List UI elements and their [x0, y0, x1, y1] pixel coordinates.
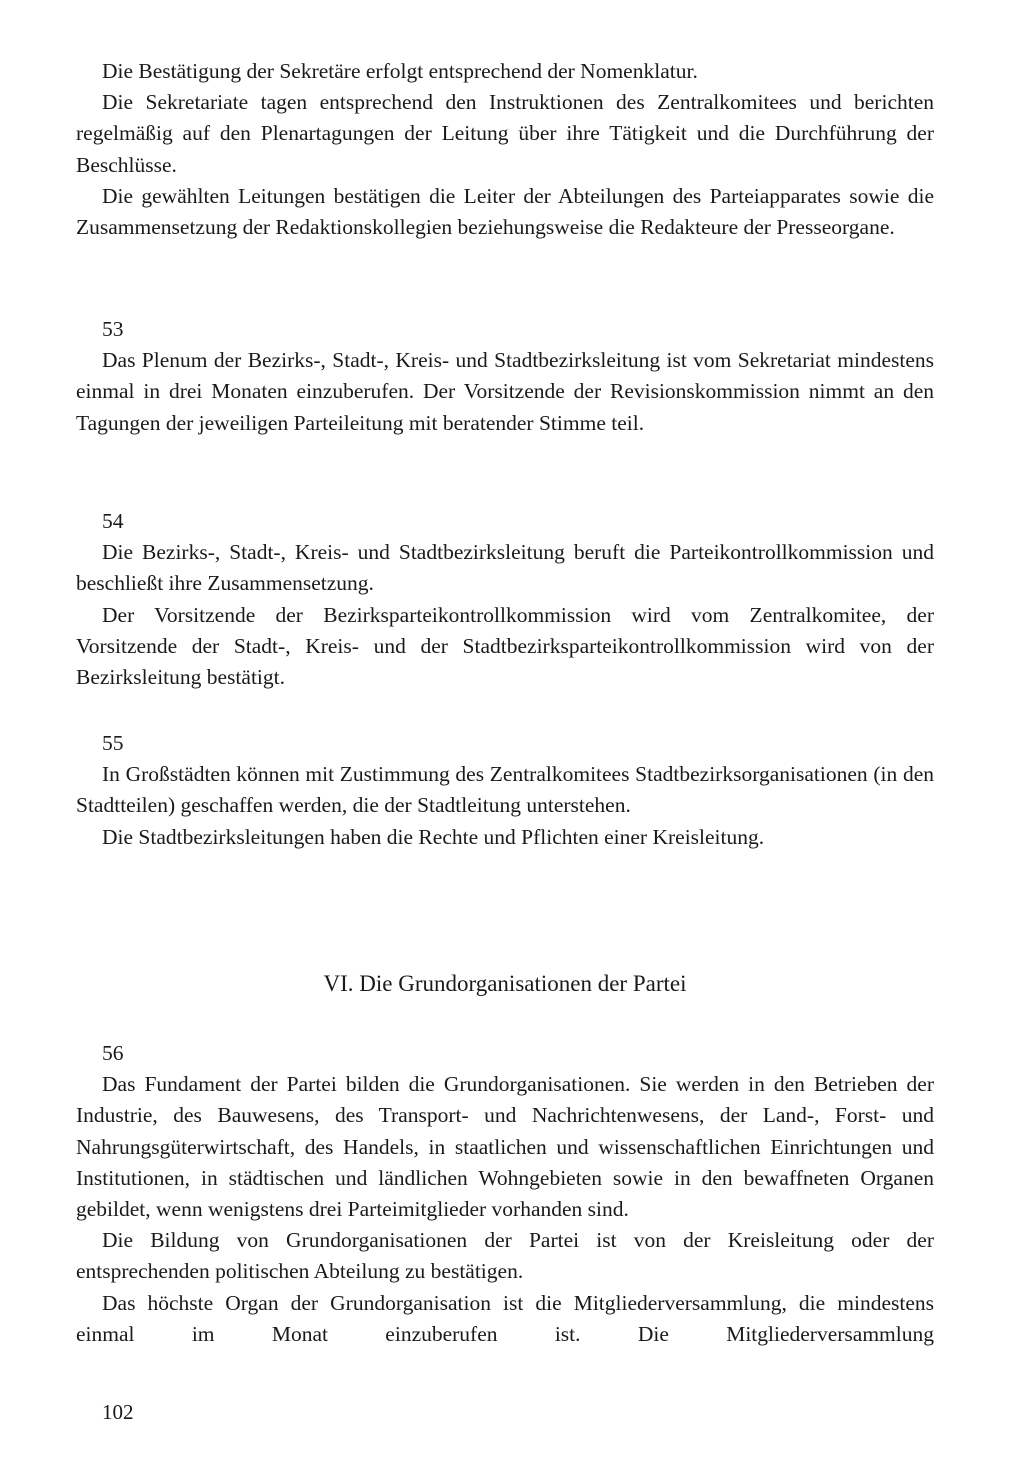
paragraph: Der Vorsitzende der Bezirksparteikontrollkommission wird vom Zentralkomitee, der Vorsitzende der Stadt-, Kreis- und der Stadtbezirksparteikontrollkommission wird von der Bezirksleitung bestätigt.	[76, 602, 934, 690]
chapter-heading: VI. Die Grundorganisationen der Partei	[323, 971, 687, 996]
paragraph: Die Bestätigung der Sekretäre erfolgt entsprechend der Nomenklatur.	[102, 59, 698, 83]
section-number: 54	[102, 509, 124, 533]
paragraph: Das Fundament der Partei bilden die Grundorganisationen. Sie werden in den Betrieben der Industrie, des Bauwesens, des Transport- und Nachrichtenwesens, der Land-, Forst- und Nahrungsgüterwirtschaft, des Handels, in staatlichen und wissenschaftlichen Einrichtungen und Institutionen, in städtischen und ländlichen Wohngebieten sowie in den bewaffneten Organen gebildet, wenn wenigstens drei Parteimitglieder vorhanden sind.	[76, 1072, 934, 1222]
paragraph: Die gewählten Leitungen bestätigen die Leiter der Abteilungen des Parteiapparates sowie die Zusammensetzung der Redaktionskollegien beziehungsweise die Redakteure der Presseorgane.	[76, 183, 934, 240]
paragraph: In Großstädten können mit Zustimmung des Zentralkomitees Stadtbezirksorganisationen (in den Stadtteilen) geschaffen werden, die der Stadtleitung unterstehen.	[76, 762, 934, 818]
paragraph: Das Plenum der Bezirks-, Stadt-, Kreis- und Stadtbezirksleitung ist vom Sekretariat mindestens einmal in drei Monaten einzuberufen. Der Vorsitzende der Revisionskommission nimmt an den Tagungen der jeweiligen Parteileitung mit beratender Stimme teil.	[76, 348, 934, 435]
paragraph: Die Sekretariate tagen entsprechend den Instruktionen des Zentralkomitees und berichten regelmäßig auf den Plenartagungen der Leitung über ihre Tätigkeit und die Durchführung der Beschlüsse.	[76, 90, 934, 177]
paragraph: Die Bildung von Grundorganisationen der Partei ist von der Kreisleitung oder der entsprechenden politischen Abteilung zu bestätigen.	[76, 1228, 934, 1284]
paragraph: Die Stadtbezirksleitungen haben die Rechte und Pflichten einer Kreisleitung.	[102, 824, 765, 849]
section-56	[76, 1038, 934, 1350]
section-53	[76, 314, 934, 439]
section-55	[76, 728, 934, 853]
paragraph: Die Bezirks-, Stadt-, Kreis- und Stadtbezirksleitung beruft die Parteikontrollkommission und beschließt ihre Zusammensetzung.	[76, 540, 934, 596]
intro-block	[76, 56, 934, 243]
document-page	[76, 56, 934, 1456]
section-number: 56	[102, 1041, 124, 1065]
paragraph: Das höchste Organ der Grundorganisation ist die Mitgliederversammlung, die mindestens einmal im Monat einzuberufen ist. Die Mitgliederversammlung	[76, 1290, 934, 1346]
page-number: 102	[102, 1400, 134, 1424]
section-number: 53	[102, 317, 124, 341]
section-number: 55	[102, 731, 124, 755]
section-54	[76, 506, 934, 693]
